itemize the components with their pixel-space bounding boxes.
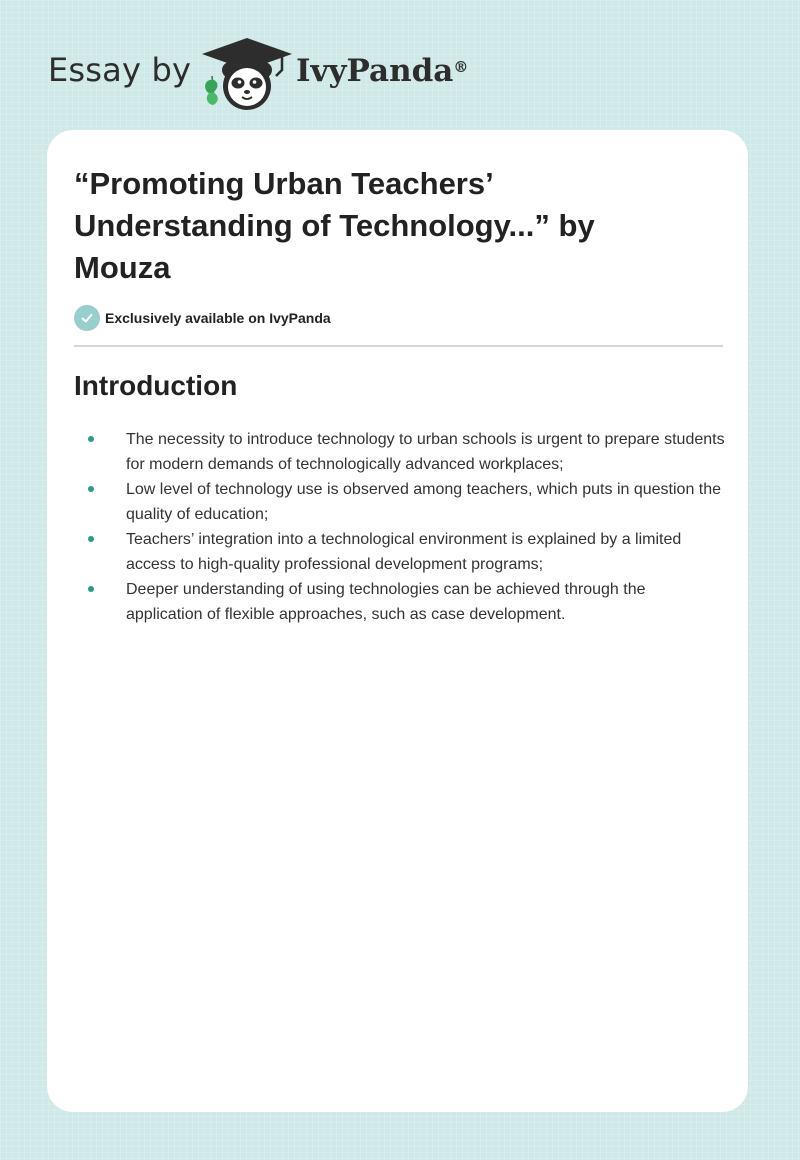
essay-by-label: Essay by	[48, 51, 192, 89]
site-header	[48, 30, 508, 110]
ivypanda-brand[interactable]	[296, 51, 468, 91]
list-item	[126, 527, 726, 577]
panda-graduate-icon[interactable]	[198, 34, 296, 112]
list-item	[126, 427, 726, 477]
list-item-text: Low level of technology use is observed among teachers, which puts in question the quality of education;	[126, 481, 722, 523]
check-circle-icon	[74, 305, 100, 331]
bullet-icon	[88, 436, 94, 442]
registered-mark: ®	[453, 58, 469, 76]
checkmark-icon	[80, 311, 94, 325]
list-item	[126, 577, 726, 627]
list-item-text: Deeper understanding of using technologies can be achieved through the application of flexible approaches, such as case development.	[126, 581, 646, 623]
title-divider	[74, 345, 723, 347]
list-item-text: The necessity to introduce technology to urban schools is urgent to prepare students for modern demands of technologically advanced workplaces;	[126, 431, 725, 473]
bullet-icon	[88, 536, 94, 542]
essay-title: “Promoting Urban Teachers’ Understanding of Technology...” by Mouza	[74, 166, 595, 285]
list-item-text: Teachers’ integration into a technological environment is explained by a limited access to high-quality professional development programs;	[126, 531, 682, 573]
list-item	[126, 477, 726, 527]
introduction-list	[126, 427, 726, 627]
brand-name: IvyPanda	[296, 53, 454, 89]
essay-card	[47, 130, 748, 1112]
bullet-icon	[88, 486, 94, 492]
exclusive-badge-text: Exclusively available on IvyPanda	[105, 310, 331, 326]
bullet-icon	[88, 586, 94, 592]
exclusive-badge	[74, 305, 331, 331]
section-heading: Introduction	[74, 370, 238, 401]
